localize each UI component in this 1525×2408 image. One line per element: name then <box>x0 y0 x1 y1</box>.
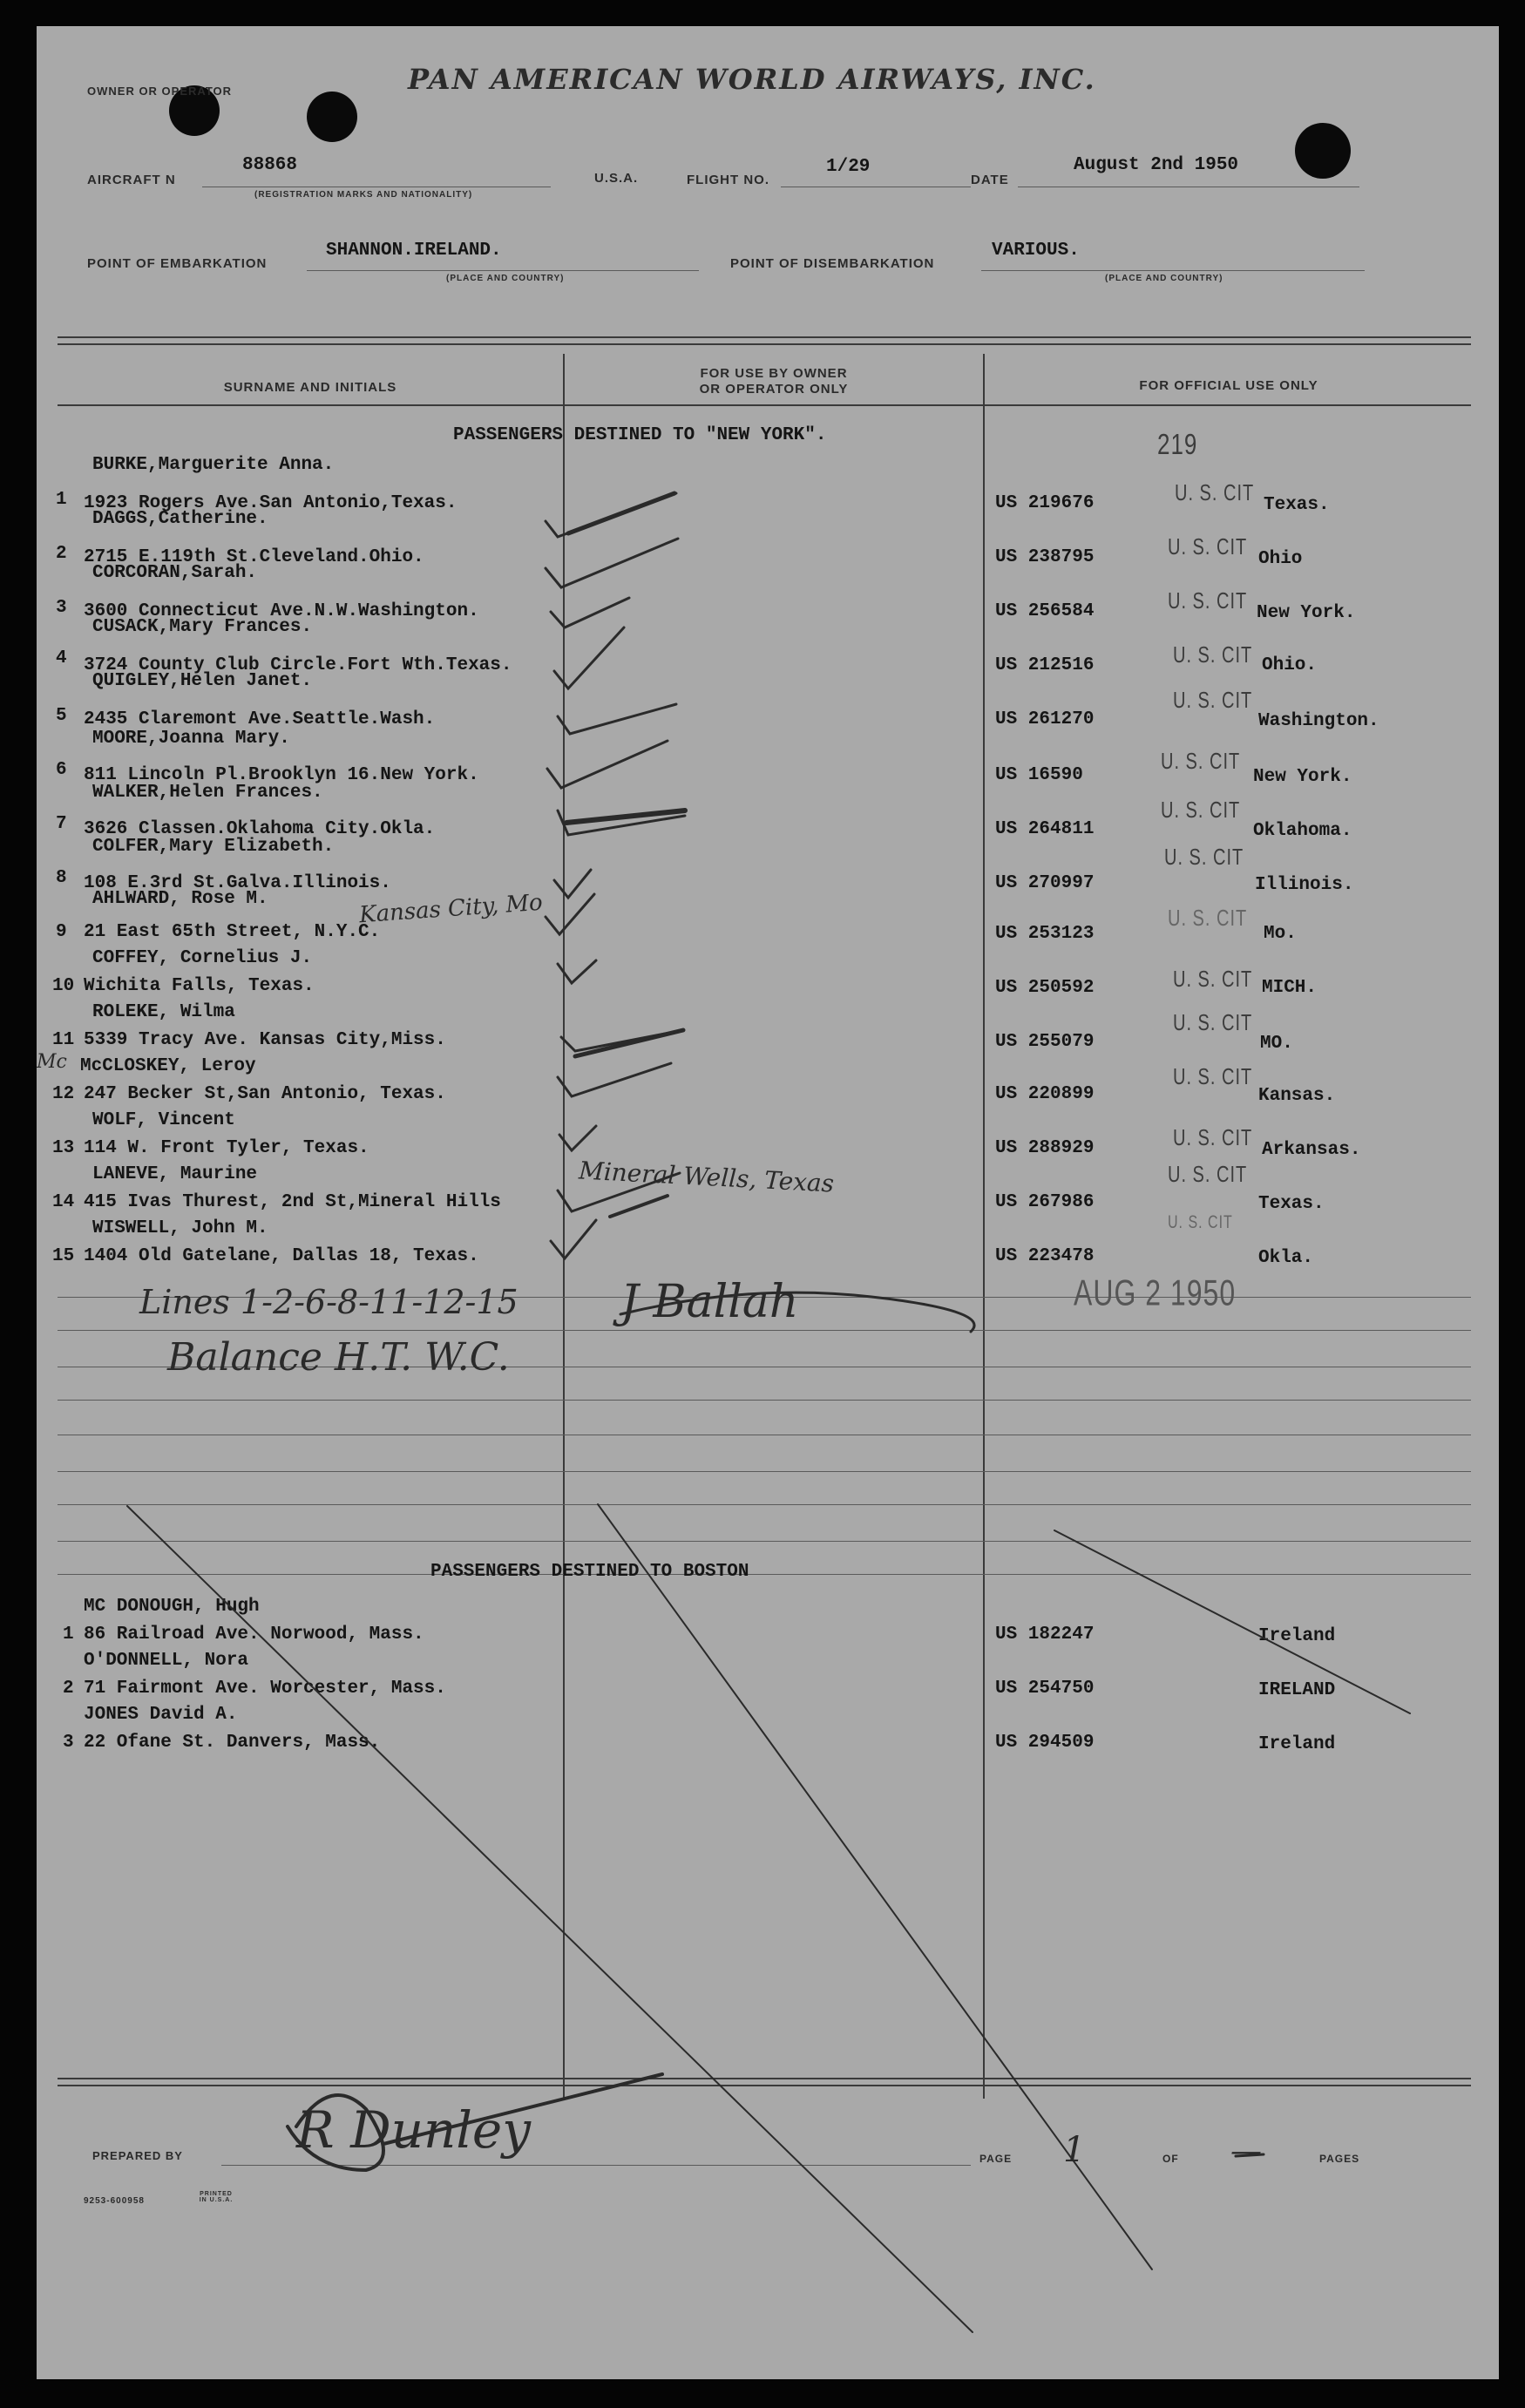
passenger-state: Illinois. <box>1255 875 1354 895</box>
passenger-state: Kansas. <box>1258 1086 1336 1106</box>
passenger-number: 9 <box>56 922 67 942</box>
ruled-line <box>58 1574 1471 1575</box>
passport-number: US 220899 <box>995 1084 1095 1104</box>
owner-column-header-2: OR OPERATOR ONLY <box>699 382 849 397</box>
passenger-number: 5 <box>56 706 67 726</box>
passenger-state: Texas. <box>1264 495 1330 515</box>
of-number: — <box>1230 2133 1262 2169</box>
handwritten-balance-note: Balance H.T. W.C. <box>167 1335 510 1380</box>
header-bottom-rule <box>58 404 1471 406</box>
passenger-name: BURKE,Marguerite Anna. <box>92 455 335 475</box>
passenger-country: IRELAND <box>1258 1680 1336 1700</box>
citizenship-stamp: U. S. CIT <box>1168 535 1248 560</box>
aircraft-number: 88868 <box>242 155 298 175</box>
passenger-number: 11 <box>52 1030 75 1050</box>
passenger-name: ROLEKE, Wilma <box>92 1002 235 1022</box>
passenger-number: 6 <box>56 760 67 780</box>
passenger-state: New York. <box>1253 767 1352 787</box>
passenger-name: O'DONNELL, Nora <box>84 1651 249 1671</box>
passport-number: US 256584 <box>995 601 1095 621</box>
passenger-address: 3626 Classen.Oklahoma City.Okla. <box>84 819 436 839</box>
passport-number: US 219676 <box>995 493 1095 513</box>
ruled-line <box>58 1504 1471 1505</box>
citizenship-stamp: U. S. CIT <box>1173 1011 1253 1036</box>
punch-hole <box>1295 123 1351 179</box>
ruled-line <box>58 1541 1471 1542</box>
passenger-country: Ireland <box>1258 1626 1336 1646</box>
citizenship-stamp: U. S. CIT <box>1168 589 1248 614</box>
handwritten-kansas-city: Kansas City, Mo <box>358 889 544 929</box>
passenger-state: Washington. <box>1258 711 1379 731</box>
surname-column-header: SURNAME AND INITIALS <box>223 380 397 395</box>
passenger-number: 12 <box>52 1084 75 1104</box>
passenger-state: Okla. <box>1258 1248 1314 1268</box>
passport-number: US 250592 <box>995 978 1095 998</box>
passenger-name: JONES David A. <box>84 1705 238 1725</box>
ruled-line <box>58 1330 1471 1331</box>
passenger-name: COFFEY, Cornelius J. <box>92 948 313 968</box>
passenger-number: 15 <box>52 1246 75 1266</box>
citizenship-stamp: U. S. CIT <box>1161 798 1241 824</box>
ruled-line <box>58 1471 1471 1472</box>
flight-number: 1/29 <box>826 157 871 177</box>
passenger-address: 2715 E.119th St.Cleveland.Ohio. <box>84 547 424 567</box>
passenger-address: 1923 Rogers Ave.San Antonio,Texas. <box>84 493 458 513</box>
passenger-number: 14 <box>52 1192 75 1212</box>
column-divider-1 <box>563 354 565 2099</box>
country-label: U.S.A. <box>594 171 639 186</box>
citizenship-stamp: U. S. CIT <box>1173 643 1253 668</box>
owner-column-header-1: FOR USE BY OWNER <box>700 366 848 381</box>
citizenship-stamp: U. S. CIT <box>1161 750 1241 775</box>
passenger-state: Mo. <box>1264 924 1297 944</box>
official-column-header: FOR OFFICIAL USE ONLY <box>1139 378 1318 393</box>
printed-note: PRINTED IN U.S.A. <box>199 2191 234 2203</box>
passenger-address: 21 East 65th Street, N.Y.C. <box>84 922 381 942</box>
column-divider-2 <box>983 354 985 2099</box>
passenger-name: QUIGLEY,Helen Janet. <box>92 671 313 691</box>
passport-number: US 253123 <box>995 924 1095 944</box>
handwritten-mineral-wells: Mineral Wells, Texas <box>578 1156 835 1198</box>
citizenship-stamp: U. S. CIT <box>1173 967 1253 993</box>
embarkation-underline <box>307 270 699 271</box>
citizenship-stamp: U. S. CIT <box>1168 1213 1233 1233</box>
passenger-address: 71 Fairmont Ave. Worcester, Mass. <box>84 1679 446 1699</box>
passenger-state: Ohio. <box>1262 655 1318 675</box>
embarkation-label: POINT OF EMBARKATION <box>87 256 268 271</box>
passenger-name: COLFER,Mary Elizabeth. <box>92 837 335 857</box>
passport-number: US 254750 <box>995 1679 1095 1699</box>
passport-number: US 223478 <box>995 1246 1095 1266</box>
passenger-state: Arkansas. <box>1262 1140 1361 1160</box>
ny-section-heading: PASSENGERS DESTINED TO "NEW YORK". <box>453 425 827 445</box>
passenger-address: 86 Railroad Ave. Norwood, Mass. <box>84 1625 424 1645</box>
handwritten-lines-note: Lines 1-2-6-8-11-12-15 <box>139 1283 518 1321</box>
passenger-number: 1 <box>56 490 67 510</box>
citizenship-stamp: U. S. CIT <box>1173 1065 1253 1090</box>
passport-number: US 238795 <box>995 547 1095 567</box>
boston-section-heading: PASSENGERS DESTINED TO BOSTON <box>430 1562 749 1582</box>
passport-number: US 16590 <box>995 765 1083 785</box>
passenger-state: New York. <box>1257 603 1356 623</box>
table-bottom-rule <box>58 2078 1471 2079</box>
date-stamp: AUG 2 1950 <box>1074 1272 1237 1313</box>
passenger-number: 4 <box>56 648 67 668</box>
passenger-name: DAGGS,Catherine. <box>92 509 268 529</box>
passenger-name: MC DONOUGH, Hugh <box>84 1597 260 1617</box>
airline-title: PAN AMERICAN WORLD AIRWAYS, INC. <box>408 63 1096 96</box>
passport-number: US 212516 <box>995 655 1095 675</box>
passport-number: US 267986 <box>995 1192 1095 1212</box>
flight-label: FLIGHT NO. <box>687 173 769 187</box>
pages-label: PAGES <box>1319 2153 1360 2165</box>
passenger-address: 2435 Claremont Ave.Seattle.Wash. <box>84 709 436 729</box>
handwritten-initials: Mc <box>37 1051 67 1073</box>
passenger-number: 2 <box>63 1679 74 1699</box>
prepared-by-label: PREPARED BY <box>92 2149 183 2162</box>
passenger-address: 114 W. Front Tyler, Texas. <box>84 1138 369 1158</box>
embarkation-place: SHANNON.IRELAND. <box>326 241 502 261</box>
passenger-number: 1 <box>63 1625 74 1645</box>
registration-note: (REGISTRATION MARKS AND NATIONALITY) <box>254 190 473 200</box>
citizenship-stamp: U. S. CIT <box>1168 1163 1248 1188</box>
passenger-address: 811 Lincoln Pl.Brooklyn 16.New York. <box>84 765 479 785</box>
passport-number: US 261270 <box>995 709 1095 729</box>
ruled-line <box>58 1400 1471 1401</box>
passport-number: US 264811 <box>995 819 1095 839</box>
of-label: OF <box>1162 2153 1179 2165</box>
passenger-address: 1404 Old Gatelane, Dallas 18, Texas. <box>84 1246 479 1266</box>
passenger-name: LANEVE, Maurine <box>92 1164 258 1184</box>
aircraft-label: AIRCRAFT N <box>87 173 176 187</box>
passenger-name: WOLF, Vincent <box>92 1110 235 1130</box>
passenger-state: Texas. <box>1258 1194 1325 1214</box>
passenger-address: 3724 County Club Circle.Fort Wth.Texas. <box>84 655 512 675</box>
passenger-state: Ohio <box>1258 549 1303 569</box>
passenger-state: Oklahoma. <box>1253 821 1352 841</box>
passport-number: US 182247 <box>995 1625 1095 1645</box>
passenger-country: Ireland <box>1258 1734 1336 1754</box>
passport-number: US 270997 <box>995 873 1095 893</box>
passenger-name: WISWELL, John M. <box>92 1218 268 1238</box>
passenger-state: MICH. <box>1262 978 1318 998</box>
passport-number: US 255079 <box>995 1032 1095 1052</box>
passenger-name: CUSACK,Mary Frances. <box>92 617 313 637</box>
owner-operator-label: OWNER OR OPERATOR <box>87 85 233 98</box>
place-note-embark: (PLACE AND COUNTRY) <box>446 274 565 283</box>
passenger-address: 5339 Tracy Ave. Kansas City,Miss. <box>84 1030 446 1050</box>
citizenship-stamp: U. S. CIT <box>1168 906 1248 932</box>
passenger-state: MO. <box>1260 1034 1293 1054</box>
official-note-219: 219 <box>1157 427 1198 461</box>
passenger-number: 2 <box>56 544 67 564</box>
disembarkation-place: VARIOUS. <box>992 241 1080 261</box>
page-label: PAGE <box>979 2153 1013 2165</box>
citizenship-stamp: U. S. CIT <box>1173 1126 1253 1151</box>
passenger-number: 10 <box>52 976 75 996</box>
table-top-rule-2 <box>58 343 1471 345</box>
passenger-number: 7 <box>56 814 67 834</box>
punch-hole <box>307 92 357 142</box>
passenger-name: McCLOSKEY, Leroy <box>80 1056 256 1076</box>
passenger-name: MOORE,Joanna Mary. <box>92 729 290 749</box>
place-note-disembark: (PLACE AND COUNTRY) <box>1105 274 1223 283</box>
flight-date: August 2nd 1950 <box>1074 155 1239 175</box>
passenger-address: 108 E.3rd St.Galva.Illinois. <box>84 873 391 893</box>
passenger-address: 3600 Connecticut Ave.N.W.Washington. <box>84 601 479 621</box>
page-number: 1 <box>1063 2130 1086 2170</box>
form-number: 9253-600958 <box>84 2196 145 2206</box>
disembarkation-underline <box>981 270 1365 271</box>
passenger-number: 3 <box>56 598 67 618</box>
prepared-by-signature: R Dunley <box>296 2100 531 2160</box>
passenger-number: 3 <box>63 1733 74 1753</box>
passport-number: US 294509 <box>995 1733 1095 1753</box>
date-label: DATE <box>971 173 1009 187</box>
passenger-number: 8 <box>56 868 67 888</box>
passenger-address: 247 Becker St,San Antonio, Texas. <box>84 1084 446 1104</box>
passenger-address: 415 Ivas Thurest, 2nd St,Mineral Hills <box>84 1192 501 1212</box>
citizenship-stamp: U. S. CIT <box>1173 688 1253 714</box>
passenger-name: CORCORAN,Sarah. <box>92 563 258 583</box>
passport-number: US 288929 <box>995 1138 1095 1158</box>
passenger-number: 13 <box>52 1138 75 1158</box>
handwritten-signature-ballah: J Ballah <box>620 1276 799 1328</box>
passenger-name: AHLWARD, Rose M. <box>92 889 268 909</box>
passenger-address: 22 Ofane St. Danvers, Mass. <box>84 1733 381 1753</box>
disembarkation-label: POINT OF DISEMBARKATION <box>730 256 935 271</box>
citizenship-stamp: U. S. CIT <box>1164 845 1244 871</box>
passenger-address: Wichita Falls, Texas. <box>84 976 315 996</box>
prepared-by-underline <box>221 2165 971 2166</box>
citizenship-stamp: U. S. CIT <box>1175 481 1255 506</box>
table-top-rule <box>58 336 1471 338</box>
passenger-name: WALKER,Helen Frances. <box>92 783 323 803</box>
table-bottom-rule-2 <box>58 2085 1471 2086</box>
